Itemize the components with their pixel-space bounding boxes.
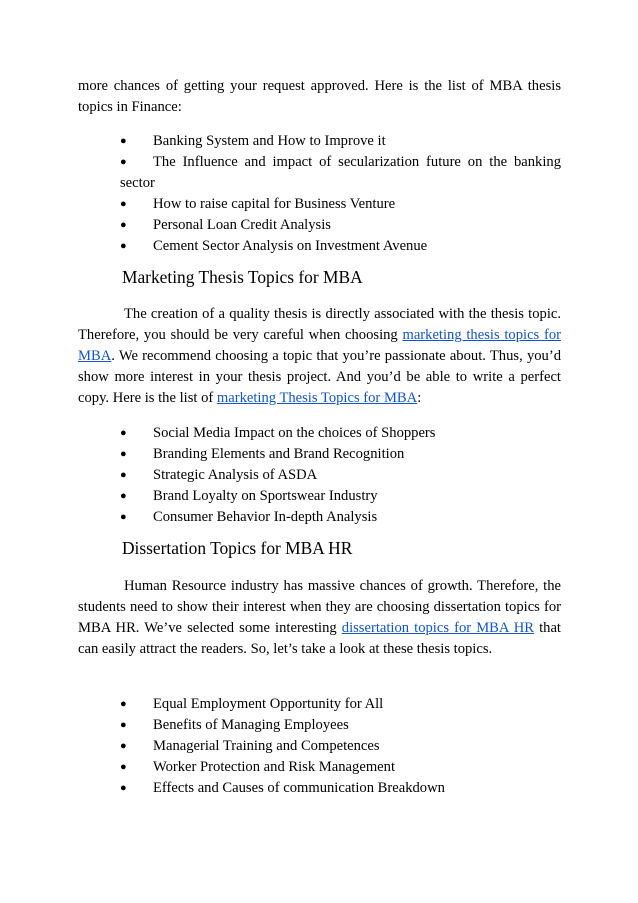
list-item: ● Strategic Analysis of ASDA	[0, 465, 638, 486]
hr-heading: Dissertation Topics for MBA HR	[122, 538, 353, 558]
bullet-icon: ●	[120, 448, 127, 460]
list-item: ● Personal Loan Credit Analysis	[0, 215, 638, 236]
list-item: ● The Influence and impact of secularization future on the banking sector	[0, 152, 638, 194]
list-item: ● Managerial Training and Competences	[0, 736, 638, 757]
marketing-paragraph: The creation of a quality thesis is directly associated with the thesis topic. Therefore, you should be very careful when choosing marketing thesis topics for MBA. We recommend choosing a topic that you’re passionate about. Thus, you’d show more interest in your thesis project. And you’d be able to write a perfect copy. Here is the list of marketing Thesis Topics for MBA:	[78, 306, 561, 406]
list-item: ● Benefits of Managing Employees	[0, 715, 638, 736]
intro-paragraph	[78, 76, 561, 118]
list-item: ● Equal Employment Opportunity for All	[0, 694, 638, 715]
list-item: ● Branding Elements and Brand Recognition	[0, 444, 638, 465]
hr-paragraph: Human Resource industry has massive chances of growth. Therefore, the students need to show their interest when they are choosing dissertation topics for MBA HR. We’ve selected some interesting dissertation topics for MBA HR that can easily attract the readers. So, let’s take a look at these thesis topics.	[78, 578, 561, 657]
dissertation-topics-link[interactable]: dissertation topics for MBA HR	[341, 620, 534, 636]
bullet-icon: ●	[120, 740, 127, 752]
bullet-icon: ●	[120, 198, 127, 210]
marketing-topics-link[interactable]: marketing Thesis Topics for MBA	[216, 390, 418, 406]
hr-topics-list	[0, 694, 638, 799]
list-item: ● Effects and Causes of communication Breakdown	[0, 778, 638, 799]
list-item: ● Social Media Impact on the choices of Shoppers	[0, 423, 638, 444]
bullet-icon: ●	[120, 135, 127, 147]
bullet-icon: ●	[120, 761, 127, 773]
bullet-icon: ●	[120, 698, 127, 710]
bullet-icon: ●	[120, 719, 127, 731]
bullet-icon: ●	[120, 240, 127, 252]
bullet-icon: ●	[120, 782, 127, 794]
marketing-topics-list	[0, 423, 638, 528]
intro-line-2: topics in Finance:	[78, 99, 182, 115]
list-item: ● How to raise capital for Business Venture	[0, 194, 638, 215]
bullet-icon: ●	[120, 511, 127, 523]
list-item: ● Worker Protection and Risk Management	[0, 757, 638, 778]
list-item: ● Consumer Behavior In-depth Analysis	[0, 507, 638, 528]
finance-topics-list	[0, 131, 638, 257]
list-item: ● Brand Loyalty on Sportswear Industry	[0, 486, 638, 507]
marketing-thesis-link[interactable]: marketing thesis topics for MBA	[78, 327, 561, 364]
bullet-icon: ●	[120, 469, 127, 481]
bullet-icon: ●	[120, 219, 127, 231]
bullet-icon: ●	[120, 490, 127, 502]
list-item: ● Banking System and How to Improve it	[0, 131, 638, 152]
bullet-icon: ●	[120, 156, 127, 168]
marketing-heading: Marketing Thesis Topics for MBA	[122, 267, 363, 287]
list-item: ● Cement Sector Analysis on Investment Avenue	[0, 236, 638, 257]
bullet-icon: ●	[120, 427, 127, 439]
list-item-continuation: sector	[120, 175, 155, 191]
intro-line-1: more chances of getting your request approved. Here is the list of MBA thesis	[78, 78, 561, 94]
